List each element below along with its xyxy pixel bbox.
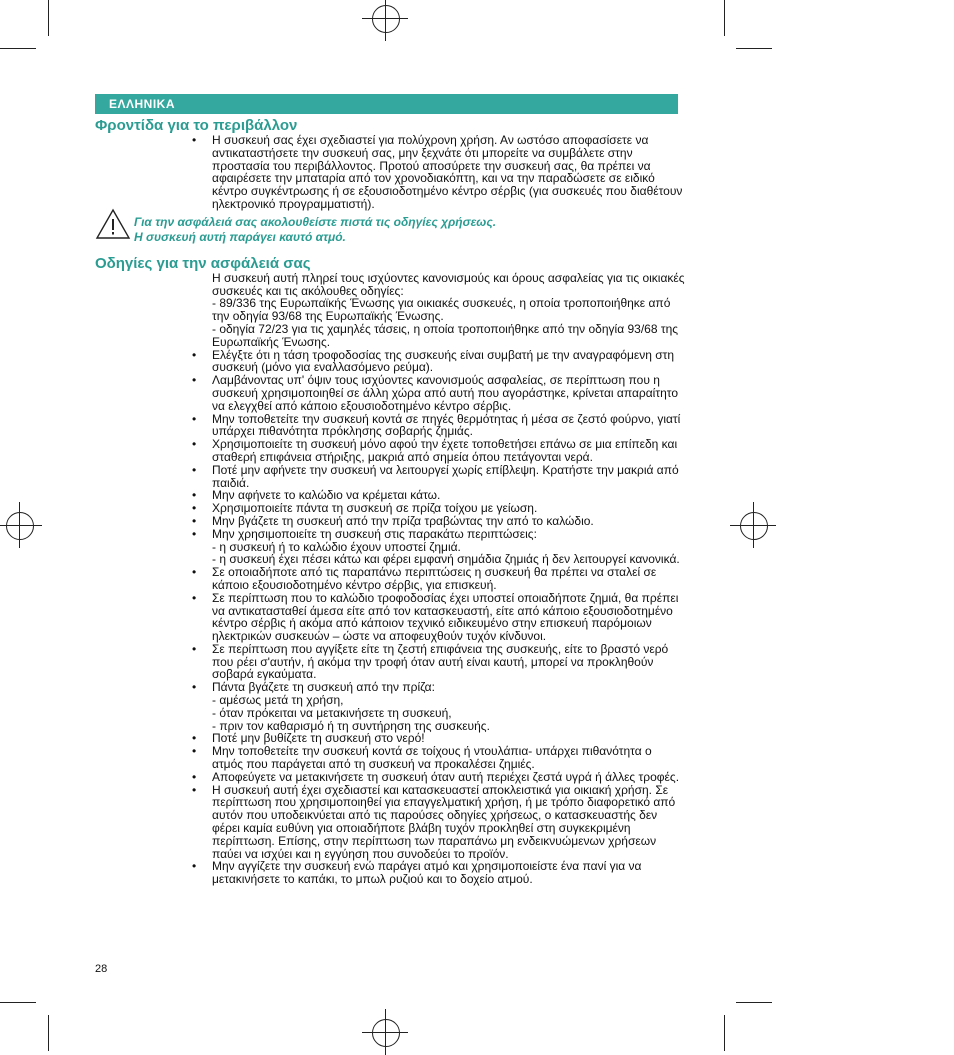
list-item: - οδηγία 72/23 για τις χαμηλές τάσεις, η οποία τροποποιήθηκε από την οδηγία 93/68 της Ευρωπαϊκής Ένωσης. (212, 321, 679, 349)
bullet-item: • Λαμβάνοντας υπ' όψιν τους ισχύοντες κανονισμούς ασφαλείας, σε περίπτωση που η συσκευή χρησιμοποιηθεί σε άλλη χώρα από αυτή που αγοράστηκε, κρίνεται απαραίτητο να ελεγχθεί από κάποιο εξουσιοδοτημένο κέντρο σέρβις. (95, 374, 685, 412)
registration-mark (740, 512, 768, 540)
bullet-item: • Η συσκευή αυτή έχει σχεδιαστεί και κατασκευαστεί αποκλειστικά για οικιακή χρήση. Σε περίπτωση που χρησιμοποιηθεί για επαγγελματική χρήση, ή με τρόπο διαφορετικό από αυτόν που υποδεικνύεται από τις παρούσες οδηγίες χρήσεως, ο κατασκευαστής δεν φέρει καμία ευθύνη για οποιαδήποτε βλάβη τυχόν προκληθεί στη συγκεκριμένη περίπτωση. Επίσης, στην περίπτωση των παραπάνω μη ενδεικνυώμενων χρήσεων παύει να ισχύει και η εγγύηση που συνοδεύει το προϊόν. (95, 784, 685, 861)
list-item: - αμέσως μετά τη χρήση, (212, 693, 344, 708)
crop-mark (736, 1002, 772, 1003)
registration-mark (372, 5, 400, 33)
bullet-item: • Χρησιμοποιείτε τη συσκευή μόνο αφού την έχετε τοποθετήσει επάνω σε μια επίπεδη και σταθερή επιφάνεια στήριξης, μακριά από σημεία όπου πετάγονται νερά. (95, 438, 685, 464)
bullet-item: • Σε οποιαδήποτε από τις παραπάνω περιπτώσεις η συσκευή θα πρέπει να σταλεί σε κάποιο εξουσιοδοτημένο κέντρο σέρβις, για επισκευή. (95, 566, 685, 592)
bullet-item: • Η συσκευή σας έχει σχεδιαστεί για πολύχρονη χρήση. Αν ωστόσο αποφασίσετε να αντικαταστήσετε την συσκευή σας, μην ξεχνάτε ότι μπορείτε να συμβάλετε στην προστασία του περιβάλλοντος. Προτού αποσύρετε την συσκευή σας, θα πρέπει να αφαιρέσετε την μπαταρία από τον χρονοδιακόπτη, και να την παραδώσετε σε ειδικό κέντρο συγκέντρωσης ή σε εξουσιοδοτημένο κέντρο σέρβις (για συσκευές που διαθέτουν ηλεκτρονικό προγραμματιστή). (95, 134, 685, 211)
bullet-item: • Αποφεύγετε να μετακινήσετε τη συσκευή όταν αυτή περιέχει ζεστά υγρά ή άλλες τροφές. (95, 771, 685, 784)
crop-mark (0, 1002, 36, 1003)
warning-line-2: Η συσκευή αυτή παράγει καυτό ατμό. (134, 229, 346, 244)
list-item: - όταν πρόκειται να μετακινήσετε τη συσκευή, (212, 705, 452, 720)
crop-mark (0, 48, 36, 49)
warning-triangle-icon (95, 208, 131, 240)
crop-mark (736, 48, 772, 49)
crop-mark (724, 0, 725, 36)
list-item: Η συσκευή αυτή πληρεί τους ισχύοντες κανονισμούς και όρους ασφαλείας για τις οικιακές συσκευές και τις ακόλουθες οδηγίες: (212, 270, 685, 298)
registration-mark (372, 1019, 400, 1047)
bullet-item: • Μην βγάζετε τη συσκευή από την πρίζα τραβώντας την από το καλώδιο. (95, 515, 685, 528)
language-label: ΕΛΛΗΝΙΚΑ (109, 97, 176, 111)
registration-mark (6, 512, 34, 540)
bullet-item: • Μην αγγίζετε την συσκευή ενώ παράγει ατμό και χρησιμοποιείστε ένα πανί για να μετακινήσετε το καπάκι, το μπωλ ρυζιού και το δοχείο ατμού. (95, 860, 685, 886)
list-item: - η συσκευή ή το καλώδιο έχουν υποστεί ζημιά. (212, 539, 461, 554)
bullet-item: • Μην αφήνετε το καλώδιο να κρέμεται κάτω. (95, 489, 685, 502)
bullet-item: • Ελέγξτε ότι η τάση τροφοδοσίας της συσκευής είναι συμβατή με την αναγραφόμενη στη συσκευή (μόνο για εναλλασόμενο ρεύμα). (95, 349, 685, 375)
language-header-bar (95, 94, 678, 114)
page-number: 28 (95, 963, 108, 975)
bullet-item: • Πάντα βγάζετε τη συσκευή από την πρίζα: (95, 681, 685, 694)
bullet-item: • Μην τοποθετείτε την συσκευή κοντά σε πηγές θερμότητας ή μέσα σε ζεστό φούρνο, γιατί υπάρχει πιθανότητα πρόκλησης σοβαρής ζημιάς. (95, 413, 685, 439)
crop-mark (48, 0, 49, 36)
crop-mark (724, 1015, 725, 1051)
list-item: - η συσκευή έχει πέσει κάτω και φέρει εμφανή σημάδια ζημιάς ή δεν λειτουργεί κανονικά. (212, 552, 680, 567)
bullet-item: • Σε περίπτωση που το καλώδιο τροφοδοσίας έχει υποστεί οποιαδήποτε ζημιά, θα πρέπει να αντικατασταθεί άμεσα είτε από τον κατασκευαστή, είτε από κάποιο εξουσιοδοτημένο κέντρο σέρβις ή ακόμα από κάποιον τεχνικό ειδικευμένο στην επισκευή παρόμοιων ηλεκτρικών συσκευών – ώστε να αποφευχθούν τυχόν κίνδυνοι. (95, 592, 685, 643)
document-body (95, 118, 685, 886)
safety-heading: Οδηγίες για την ασφάλειά σας (95, 254, 311, 272)
bullet-item: • Ποτέ μην αφήνετε την συσκευή να λειτουργεί χωρίς επίβλεψη. Κρατήστε την μακριά από παιδιά. (95, 464, 685, 490)
list-item: - πριν τον καθαρισμό ή τη συντήρηση της συσκευής. (212, 718, 490, 733)
bullet-item: • Χρησιμοποιείτε πάντα τη συσκευή σε πρίζα τοίχου με γείωση. (95, 502, 685, 515)
bullet-item: • Σε περίπτωση που αγγίξετε είτε τη ζεστή επιφάνεια της συσκευής, είτε το βραστό νερό που ρέει σ'αυτήν, ή ακόμα την τροφή όταν αυτή είναι καυτή, μπορεί να προκληθούν σοβαρά εγκαύματα. (95, 643, 685, 681)
environment-heading: Φροντίδα για το περιβάλλον (95, 117, 298, 134)
safety-warning (95, 214, 685, 252)
bullet-item: • Μην τοποθετείτε την συσκευή κοντά σε τοίχους ή ντουλάπια- υπάρχει πιθανότητα ο ατμός που παράγεται από τη συσκευή να προκαλέσει ζημιές. (95, 745, 685, 771)
warning-line-1: Για την ασφάλειά σας ακολουθείστε πιστά τις οδηγίες χρήσεως. (134, 214, 497, 229)
safety-instructions-list (95, 272, 685, 886)
environment-list (95, 134, 685, 211)
bullet-item: • Μην χρησιμοποιείτε τη συσκευή στις παρακάτω περιπτώσεις: (95, 528, 685, 541)
warning-text (134, 215, 496, 245)
list-item: - 89/336 της Ευρωπαϊκής Ένωσης για οικιακές συσκευές, η οποία τροποποιήθηκε από την οδηγία 93/68 της Ευρωπαϊκής Ένωσης. (212, 296, 671, 324)
bullet-item: • Ποτέ μην βυθίζετε τη συσκευή στο νερό! (95, 732, 685, 745)
crop-mark (48, 1015, 49, 1051)
